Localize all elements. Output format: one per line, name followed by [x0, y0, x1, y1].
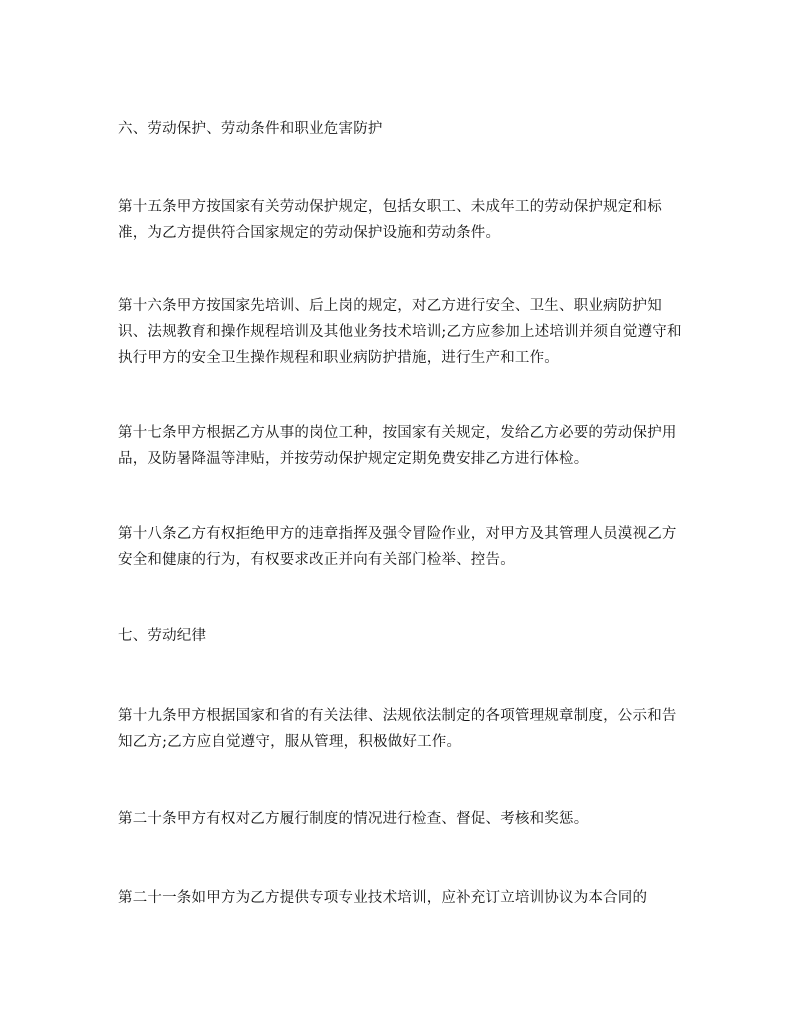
section-heading-labor-discipline: 七、劳动纪律 [118, 628, 207, 644]
article-18-paragraph: 第十八条乙方有权拒绝甲方的违章指挥及强令冒险作业，对甲方及其管理人员漠视乙方安全和健康的行为，有权要求改正并向有关部门检举、控告。 [118, 526, 677, 568]
article-19-paragraph: 第十九条甲方根据国家和省的有关法律、法规依法制定的各项管理规章制度，公示和告知乙方;乙方应自觉遵守，服从管理，积极做好工作。 [118, 708, 677, 750]
article-17-paragraph: 第十七条甲方根据乙方从事的岗位工种，按国家有关规定，发给乙方必要的劳动保护用品，及防暑降温等津贴，并按劳动保护规定定期免费安排乙方进行体检。 [118, 425, 677, 467]
article-16-paragraph: 第十六条甲方按国家先培训、后上岗的规定，对乙方进行安全、卫生、职业病防护知识、法规教育和操作规程培训及其他业务技术培训;乙方应参加上述培训并须自觉遵守和执行甲方的安全卫生操作规程和职业病防护措施，进行生产和工作。 [118, 298, 682, 366]
article-20-paragraph: 第二十条甲方有权对乙方履行制度的情况进行检查、督促、考核和奖惩。 [118, 811, 589, 827]
article-15-paragraph: 第十五条甲方按国家有关劳动保护规定，包括女职工、未成年工的劳动保护规定和标准，为乙方提供符合国家规定的劳动保护设施和劳动条件。 [118, 199, 662, 241]
section-heading-labor-protection: 六、劳动保护、劳动条件和职业危害防护 [118, 121, 383, 137]
article-21-paragraph: 第二十一条如甲方为乙方提供专项专业技术培训，应补充订立培训协议为本合同的 [118, 890, 648, 906]
